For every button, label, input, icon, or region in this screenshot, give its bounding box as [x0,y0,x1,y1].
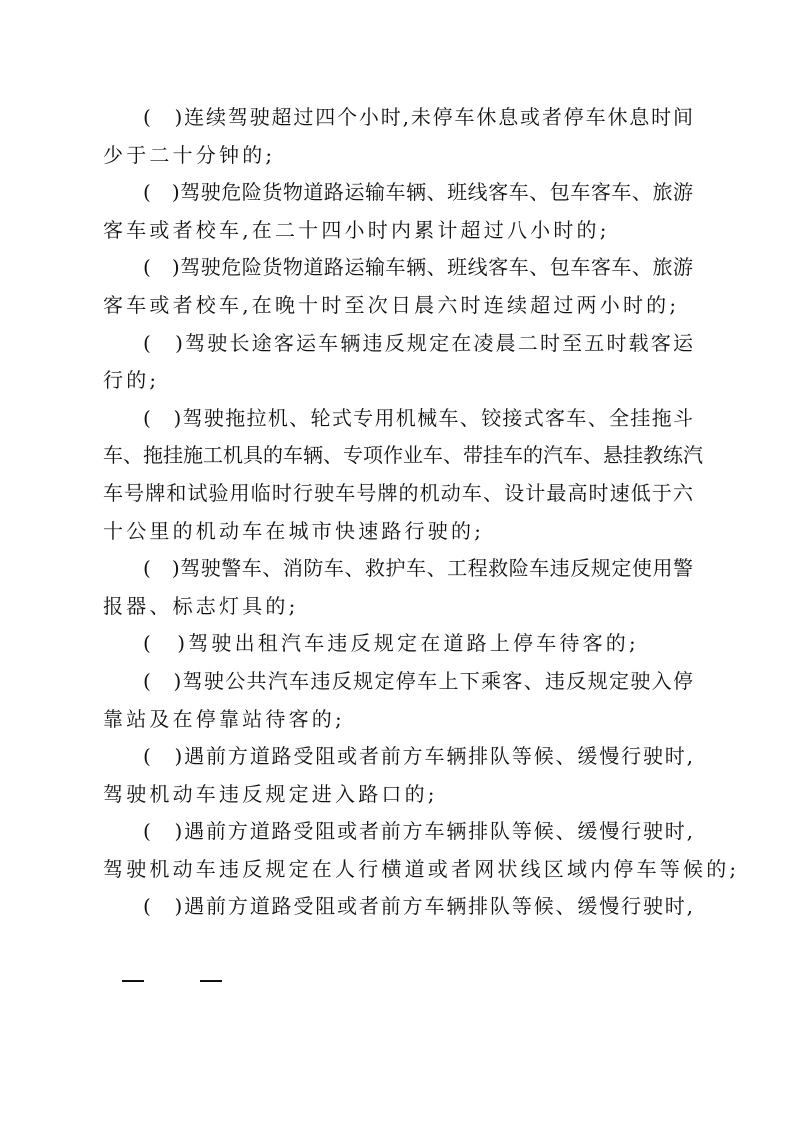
footer-dash-left [122,980,144,982]
paragraph-line: 客车或者校车,在晚十时至次日晨六时连续超过两小时的; [103,292,680,317]
paragraph-line: 车、拖挂施工机具的车辆、专项作业车、带挂车的汽车、悬挂教练汽 [103,443,703,468]
paragraph-line: 车号牌和试验用临时行驶车号牌的机动车、设计最高时速低于六 [103,480,693,505]
document-body [103,99,740,926]
paragraph-line: ( )驾驶出租汽车违反规定在道路上停车待客的; [143,631,639,656]
footer-dash-right [200,980,222,982]
paragraph-line: 客车或者校车,在二十四小时内累计超过八小时的; [103,217,610,242]
paragraph-line: ( )驾驶警车、消防车、救护车、工程救险车违反规定使用警 [143,556,693,581]
paragraph-line: 靠站及在停靠站待客的; [103,706,345,731]
paragraph-line: 十公里的机动车在城市快速路行驶的; [103,518,485,543]
paragraph-line: ( )驾驶长途客运车辆违反规定在凌晨二时至五时载客运 [143,330,693,355]
paragraph-line: ( )驾驶危险货物道路运输车辆、班线客车、包车客车、旅游 [143,255,693,280]
paragraph-line: ( )遇前方道路受阻或者前方车辆排队等候、缓慢行驶时, [143,894,693,919]
paragraph-line: 驾驶机动车违反规定进入路口的; [103,781,438,806]
paragraph-line: 驾驶机动车违反规定在人行横道或者网状线区域内停车等候的; [103,856,740,881]
paragraph-line: ( )连续驾驶超过四个小时,未停车休息或者停车休息时间 [143,105,693,129]
paragraph-line: 报器、标志灯具的; [103,593,299,618]
paragraph-line: 行的; [103,368,160,393]
paragraph-line: ( )驾驶公共汽车违反规定停车上下乘客、违反规定驶入停 [143,668,693,693]
paragraph-line: 少于二十分钟的; [103,142,276,167]
page-footer [122,966,222,996]
paragraph-line: ( )驾驶拖拉机、轮式专用机械车、铰接式客车、全挂拖斗 [143,405,693,430]
paragraph-line: ( )遇前方道路受阻或者前方车辆排队等候、缓慢行驶时, [143,744,693,769]
paragraph-line: ( )遇前方道路受阻或者前方车辆排队等候、缓慢行驶时, [143,819,693,844]
paragraph-line: ( )驾驶危险货物道路运输车辆、班线客车、包车客车、旅游 [143,180,693,205]
